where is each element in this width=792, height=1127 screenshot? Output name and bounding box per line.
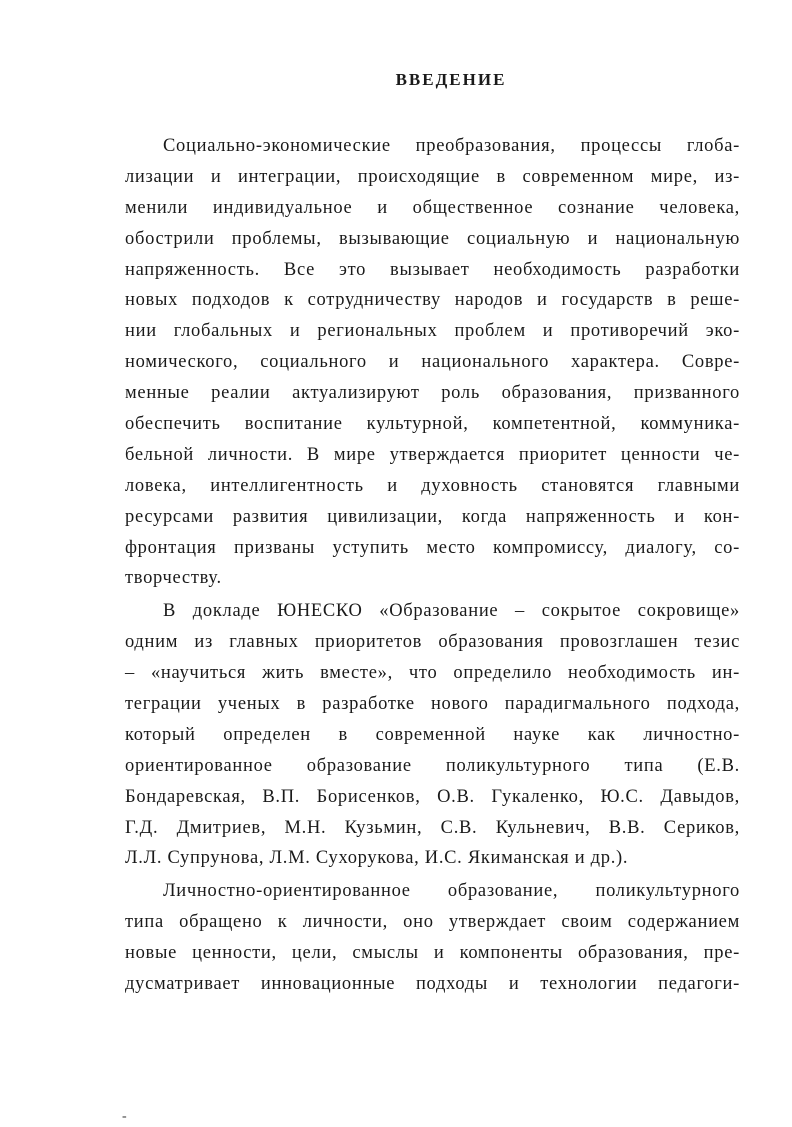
text-line: Личностно-ориентированное образование, поликультурного — [163, 881, 740, 902]
text-line: который определен в современной науке как личностно- — [125, 724, 740, 745]
text-line: теграции ученых в разработке нового парадигмального подхода, — [125, 694, 740, 715]
text-line: обеспечить воспитание культурной, компетентной, коммуника- — [125, 414, 740, 435]
text-line: фронтация призваны уступить место компромиссу, диалогу, со- — [125, 537, 740, 558]
text-line: творчеству. — [125, 568, 222, 589]
text-line: Бондаревская, В.П. Борисенков, О.В. Гукаленко, Ю.С. Давыдов, — [125, 786, 740, 807]
text-line: Л.Л. Супрунова, Л.М. Сухорукова, И.С. Якиманская и др.). — [125, 848, 629, 869]
text-line: типа обращено к личности, оно утверждает своим содержанием — [125, 912, 740, 933]
text-line: лизации и интеграции, происходящие в современном мире, из- — [125, 166, 740, 187]
text-line: напряженность. Все это вызывает необходимость разработки — [125, 259, 740, 280]
text-line: одним из главных приоритетов образования провозглашен тезис — [125, 632, 740, 653]
text-line: новых подходов к сотрудничеству народов и государств в реше- — [125, 290, 740, 311]
text-line: обострили проблемы, вызывающие социальную и национальную — [125, 228, 740, 249]
page-title: ВВЕДЕНИЕ — [395, 70, 507, 89]
text-line: ресурсами развития цивилизации, когда напряженность и кон- — [125, 506, 740, 527]
document-body — [125, 131, 740, 1000]
text-line: дусматривает инновационные подходы и технологии педагоги- — [125, 974, 740, 995]
footer-mark: - — [122, 1109, 127, 1124]
text-line: ловека, интеллигентность и духовность становятся главными — [125, 475, 740, 496]
text-line: менили индивидуальное и общественное сознание человека, — [125, 197, 740, 218]
paragraph-2 — [125, 596, 740, 874]
text-line: В докладе ЮНЕСКО «Образование – сокрытое сокровище» — [163, 601, 740, 622]
text-line: Социально-экономические преобразования, процессы глоба- — [163, 136, 740, 156]
text-line: бельной личности. В мире утверждается приоритет ценности че- — [125, 444, 740, 465]
text-line: ориентированное образование поликультурного типа (Е.В. — [125, 755, 740, 776]
paragraph-1 — [125, 131, 740, 594]
text-line: нии глобальных и региональных проблем и противоречий эко- — [125, 321, 740, 342]
text-line: менные реалии актуализируют роль образования, призванного — [125, 383, 740, 404]
text-line: номического, социального и национального характера. Совре- — [125, 352, 740, 373]
text-line: новые ценности, цели, смыслы и компоненты образования, пре- — [125, 943, 740, 964]
paragraph-3 — [125, 876, 740, 1000]
text-line: – «научиться жить вместе», что определило необходимость ин- — [125, 663, 740, 684]
text-line: Г.Д. Дмитриев, М.Н. Кузьмин, С.В. Кульневич, В.В. Сериков, — [125, 817, 740, 838]
